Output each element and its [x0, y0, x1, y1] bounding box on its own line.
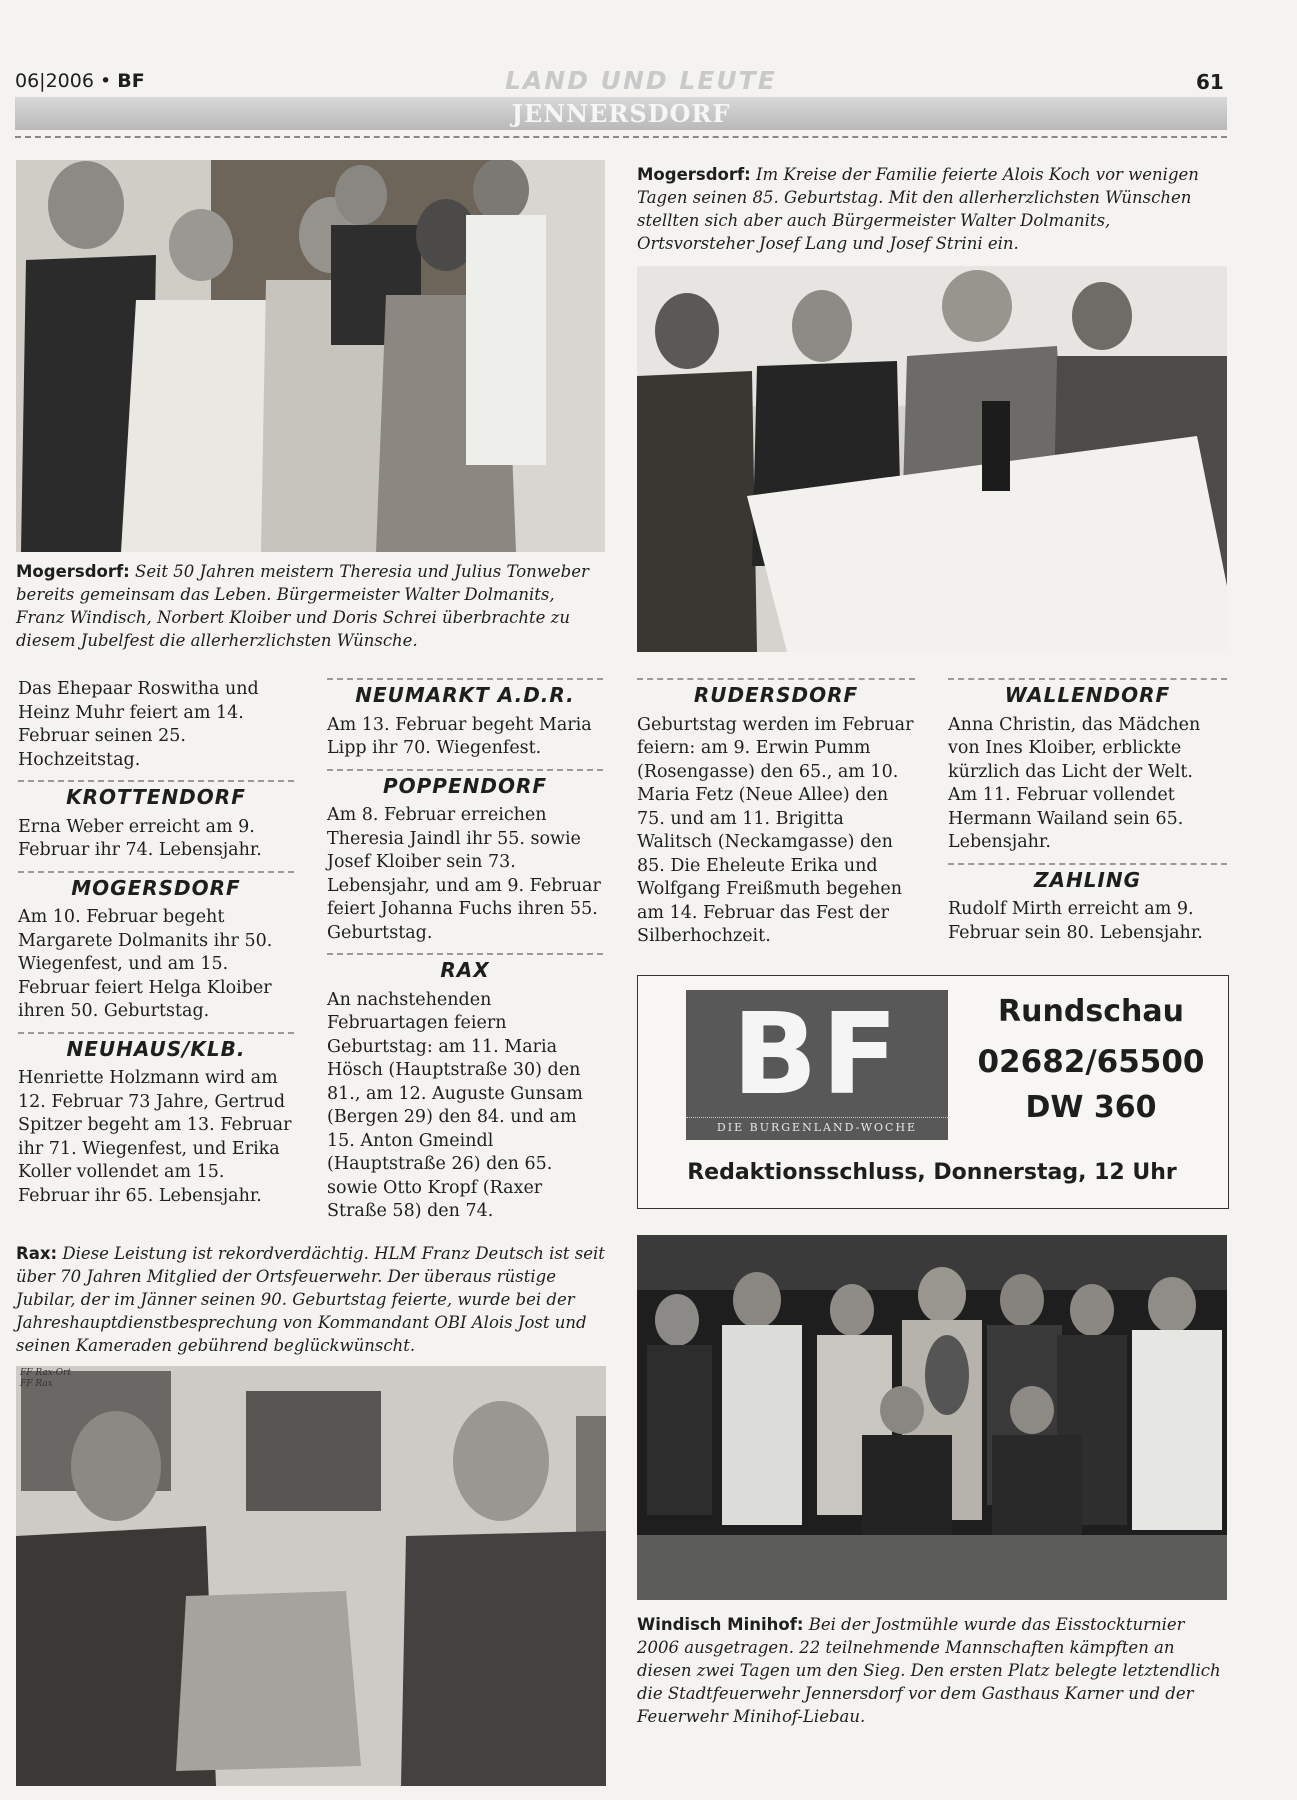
bullet: •	[99, 70, 112, 92]
caption-mogersdorf-tonweber	[16, 560, 606, 652]
zahling-text: Rudolf Mirth erreicht am 9. Februar sein 80. Lebensjahr.	[948, 899, 1203, 943]
poppendorf-text: Am 8. Februar erreichen Theresia Jaindl ihr 55. sowie Josef Kloiber sein 73. Lebensjahr, und am 9. Februar feiert Johanna Fuchs ihren 55. Geburtstag.	[327, 805, 601, 943]
caption-windisch-minihof	[637, 1613, 1227, 1728]
column-4	[948, 678, 1227, 945]
heading-wallendorf: WALLENDORF	[948, 678, 1227, 708]
caption-text: Bei der Jostmühle wurde das Eisstockturnier 2006 ausgetragen. 22 teilnehmende Mannschaften kämpften an diesen zwei Tagen um den Sieg. Den ersten Platz belegte letztendlich die Stadtfeuerwehr Jennersdorf vor dem Gasthaus Karner und der Feuerwehr Minihof-Liebau.	[637, 1615, 1221, 1726]
ad-extension: DW 360	[1025, 1090, 1157, 1125]
heading-neuhaus: NEUHAUS/KLB.	[18, 1032, 294, 1062]
region-title: JENNERSDORF	[511, 99, 731, 128]
column-3	[637, 678, 915, 949]
caption-text: Diese Leistung ist rekordverdächtig. HLM Franz Deutsch ist seit über 70 Jahren Mitglied der Ortsfeuerwehr. Der überaus rüstige Jubilar, der im Jänner seinen 90. Geburtstag feierte, wurde bei der Jahreshauptdienstbesprechung von Kommandant OBI Alois Jost und seinen Kameraden gebührend beglückwünscht.	[16, 1244, 605, 1355]
mogersdorf-text: Am 10. Februar begeht Margarete Dolmanits ihr 50. Wiegenfest, und am 15. Februar feiert Helga Kloiber ihren 50. Geburtstag.	[18, 907, 273, 1021]
ad-rundschau: Rundschau	[998, 994, 1184, 1029]
photo-sign-line: FF Rax-Ort	[20, 1368, 71, 1378]
heading-neumarkt: NEUMARKT A.D.R.	[327, 678, 603, 708]
caption-rax	[16, 1242, 606, 1357]
caption-place: Windisch Minihof:	[637, 1615, 804, 1634]
bf-logo	[686, 990, 948, 1140]
bf-logo-subtitle: DIE BURGENLAND-WOCHE	[686, 1117, 948, 1134]
krottendorf-text: Erna Weber erreicht am 9. Februar ihr 74. Lebensjahr.	[18, 816, 262, 860]
photo-sign	[20, 1368, 71, 1390]
section-title: LAND UND LEUTE	[505, 66, 777, 95]
rudersdorf-text: Geburtstag werden im Februar feiern: am 9. Erwin Pumm (Rosengasse) den 65., am 10. Maria Fetz (Neue Allee) den 75. und am 11. Brigitta Walitsch (Neckamgasse) den 85. Die Eheleute Erika und Wolfgang Freißmuth begehen am 14. Februar das Fest der Silberhochzeit.	[637, 714, 914, 946]
neuhaus-text: Henriette Holzmann wird am 12. Februar 73 Jahre, Gertrud Spitzer begeht am 13. Februar ihr 71. Wiegenfest, und Erika Koller vollendet am 15. Februar ihr 65. Lebensjahr.	[18, 1068, 292, 1206]
page-number: 61	[1196, 70, 1224, 94]
ad-deadline: Redaktionsschluss, Donnerstag, 12 Uhr	[687, 1160, 1177, 1185]
caption-text: Im Kreise der Familie feierte Alois Koch vor wenigen Tagen seinen 85. Geburtstag. Mit den allerherzlichsten Wünschen stellten sich aber auch Bürgermeister Walter Dolmanits, Ortsvorsteher Josef Lang und Josef Strini ein.	[637, 165, 1199, 253]
heading-krottendorf: KROTTENDORF	[18, 780, 294, 810]
heading-rax: RAX	[327, 953, 603, 983]
heading-poppendorf: POPPENDORF	[327, 769, 603, 799]
caption-text: Seit 50 Jahren meistern Theresia und Julius Tonweber bereits gemeinsam das Leben. Bürgermeister Walter Dolmanits, Franz Windisch, Norbert Kloiber und Doris Schrei überbrachte zu diesem Jubelfest die allerherzlichsten Wünsche.	[16, 562, 589, 650]
caption-place: Mogersdorf:	[16, 562, 130, 581]
muhr-notice: Das Ehepaar Roswitha und Heinz Muhr feiert am 14. Februar seinen 25. Hochzeitstag.	[18, 679, 259, 770]
photo-rax-firefighters	[16, 1366, 606, 1786]
photo-tonweber-group	[16, 160, 605, 552]
caption-place: Mogersdorf:	[637, 165, 751, 184]
column-1	[18, 678, 294, 1208]
bf-logo-letters: BF	[732, 990, 902, 1120]
caption-mogersdorf-koch	[637, 163, 1222, 255]
column-2	[327, 678, 603, 1224]
caption-place: Rax:	[16, 1244, 58, 1263]
ad-phone: 02682/65500	[977, 1044, 1205, 1080]
header-divider	[15, 136, 1227, 138]
brand-label: BF	[117, 70, 145, 92]
rax-text: An nachstehenden Februartagen feiern Geburtstag: am 11. Maria Hösch (Hauptstraße 30) den 81., am 12. Auguste Gunsam (Bergen 29) den 84. und am 15. Anton Gmeindl (Hauptstraße 26) den 65. sowie Otto Kropf (Raxer Straße 58) den 74.	[327, 989, 583, 1221]
heading-mogersdorf: MOGERSDORF	[18, 871, 294, 901]
neumarkt-text: Am 13. Februar begeht Maria Lipp ihr 70. Wiegenfest.	[327, 714, 592, 758]
wallendorf-text: Anna Christin, das Mädchen von Ines Kloiber, erblickte kürzlich das Licht der Welt. Am 11. Februar vollendet Hermann Wailand sein 65. Lebensjahr.	[948, 714, 1201, 852]
heading-rudersdorf: RUDERSDORF	[637, 678, 915, 708]
photo-sign-line: FF Rax	[20, 1379, 53, 1389]
photo-eisstock-team	[637, 1235, 1227, 1600]
issue-line	[15, 70, 145, 92]
issue-number: 06|2006	[15, 70, 94, 92]
photo-koch-table	[637, 266, 1227, 652]
heading-zahling: ZAHLING	[948, 863, 1227, 893]
